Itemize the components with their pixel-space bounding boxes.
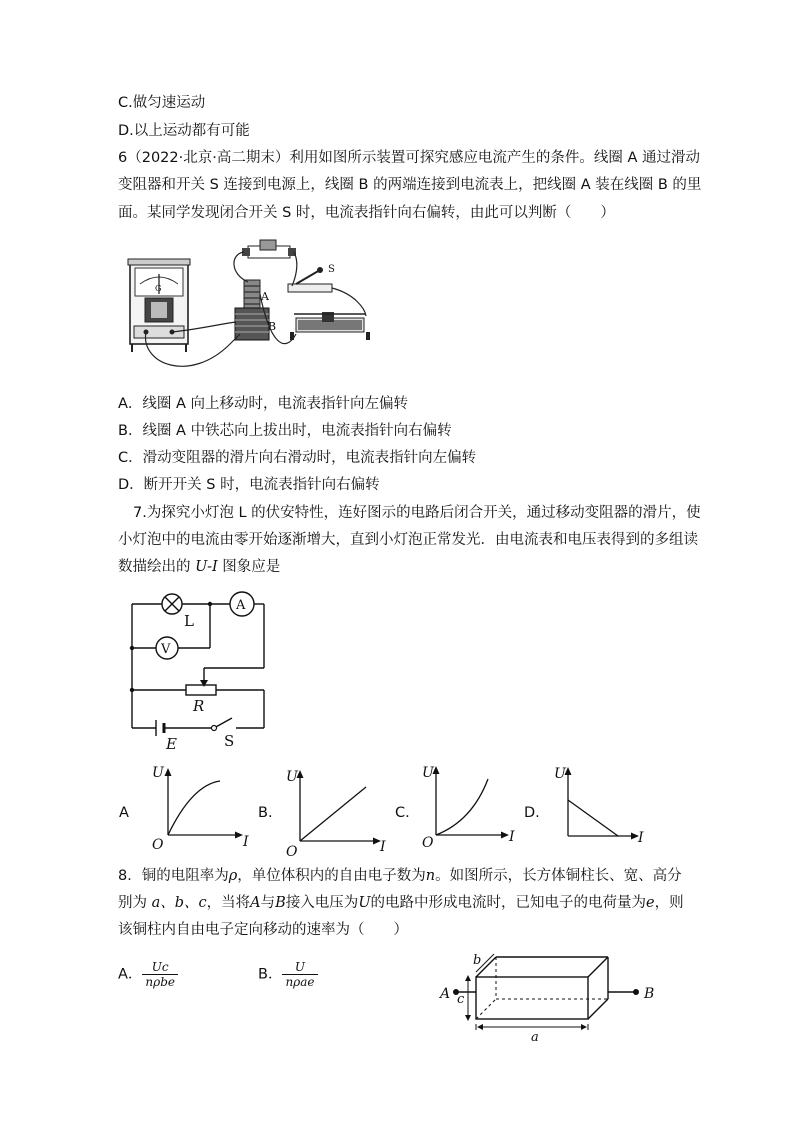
q8-stem-line2: 别为 a、b、c，当将A与B接入电压为U的电路中形成电流时，已知电子的电荷量为e，则	[118, 895, 684, 911]
ammeter-label: A	[236, 598, 246, 613]
battery	[242, 240, 296, 258]
graph-d-line	[568, 800, 618, 836]
switch-label-q7: S	[224, 732, 235, 750]
graph-a-y-label: U	[152, 765, 164, 781]
q6-stem-line2: 变阻器和开关 S 连接到电源上，线圈 B 的两端连接到电流表上，把线圈 A 装在线圈 B 的里	[118, 177, 702, 193]
q8-option-a: A． $\frac{Uc}{\text{nρbe}}$	[118, 960, 178, 989]
graph-d-y-label: U	[554, 766, 566, 782]
dimension-c-label: c	[457, 992, 465, 1007]
rheostat	[290, 312, 370, 340]
q8-stem-line1: 8．铜的电阻率为ρ，单位体积内的自由电子数为n。如图所示，长方体铜柱长、宽、高分	[118, 868, 682, 884]
resistor-label: R	[193, 697, 205, 715]
galvanometer	[128, 259, 190, 352]
option-c-prev: C.做匀速运动	[118, 95, 206, 111]
option-d-prev: D.以上运动都有可能	[118, 123, 250, 139]
q6-stem-line3: 面。某同学发现闭合开关 S 时，电流表指针向右偏转，由此可以判断（ ）	[118, 205, 615, 221]
q6-option-a: A．线圈 A 向上移动时，电流表指针向左偏转	[118, 396, 409, 412]
q6-option-c: C．滑动变阻器的滑片向右滑动时，电流表指针向左偏转	[118, 450, 477, 466]
dimension-a-label: a	[531, 1030, 539, 1045]
graph-c-y-label: U	[422, 765, 434, 781]
q7-stem-line1: 7.为探究小灯泡 L 的伏安特性，连好图示的电路后闭合开关，通过移动变阻器的滑片，使	[133, 505, 701, 521]
graph-b-origin: O	[286, 844, 298, 860]
graph-b-y-label: U	[286, 769, 298, 785]
graph-d	[552, 762, 662, 852]
graph-option-label-b: B.	[258, 805, 273, 821]
graph-c-curve	[436, 779, 488, 835]
battery-label: E	[166, 735, 177, 753]
q6-stem-line1: 6（2022·北京·高二期末）利用如图所示装置可探究感应电流产生的条件。线圈 A 通过滑动	[118, 150, 700, 166]
lamp-symbol	[162, 594, 182, 614]
option-b-denominator: nρae	[285, 975, 315, 989]
option-b-numerator: U	[282, 960, 317, 975]
graph-c	[420, 761, 520, 851]
q7-stem-line3: 数描绘出的 U-I 图象应是	[118, 559, 281, 575]
graph-c-x-label: I	[509, 829, 515, 845]
graph-a-curve	[168, 781, 220, 835]
graph-option-label-d: D.	[524, 805, 540, 821]
graph-a-origin: O	[152, 837, 164, 853]
option-a-denominator: nρbe	[145, 975, 175, 989]
dimension-b-label: b	[473, 953, 482, 968]
graph-option-label-c: C.	[395, 805, 410, 821]
coil-a-label: A	[261, 290, 269, 303]
q8-option-b: B． $\frac{U}{\text{nρae}}$	[258, 960, 318, 989]
coil-b-label: B	[268, 320, 277, 333]
q6-option-d: D．断开开关 S 时，电流表指针向右偏转	[118, 477, 380, 493]
graph-c-origin: O	[422, 835, 434, 851]
graph-a-x-label: I	[243, 834, 249, 850]
graph-b-x-label: I	[380, 839, 386, 855]
q7-stem-line2: 小灯泡中的电流由零开始逐渐增大，直到小灯泡正常发光．由电流表和电压表得到的多组读	[118, 532, 698, 548]
switch-symbol	[212, 726, 217, 731]
coils	[235, 280, 276, 340]
rheostat-symbol	[186, 685, 216, 695]
switch-label: S	[328, 264, 335, 275]
graph-d-x-label: I	[638, 830, 644, 846]
terminal-b-label: B	[644, 986, 655, 1002]
graph-b-line	[300, 787, 366, 841]
option-a-numerator: Uc	[142, 960, 178, 975]
q8-stem-line3: 该铜柱内自由电子定向移动的速率为（ ）	[118, 922, 408, 938]
q6-apparatus-figure	[120, 234, 380, 384]
lamp-label: L	[184, 612, 194, 630]
voltmeter-label: V	[161, 642, 171, 657]
q8-copper-block-figure	[436, 950, 666, 1045]
q7-circuit-diagram	[126, 592, 276, 752]
terminal-a-label: A	[440, 986, 451, 1002]
graph-a	[150, 763, 250, 853]
q6-option-b: B．线圈 A 中铁芯向上拔出时，电流表指针向右偏转	[118, 423, 452, 439]
galvanometer-label: G	[155, 284, 162, 293]
graph-option-label-a: A	[119, 805, 129, 821]
graph-b	[284, 765, 394, 860]
